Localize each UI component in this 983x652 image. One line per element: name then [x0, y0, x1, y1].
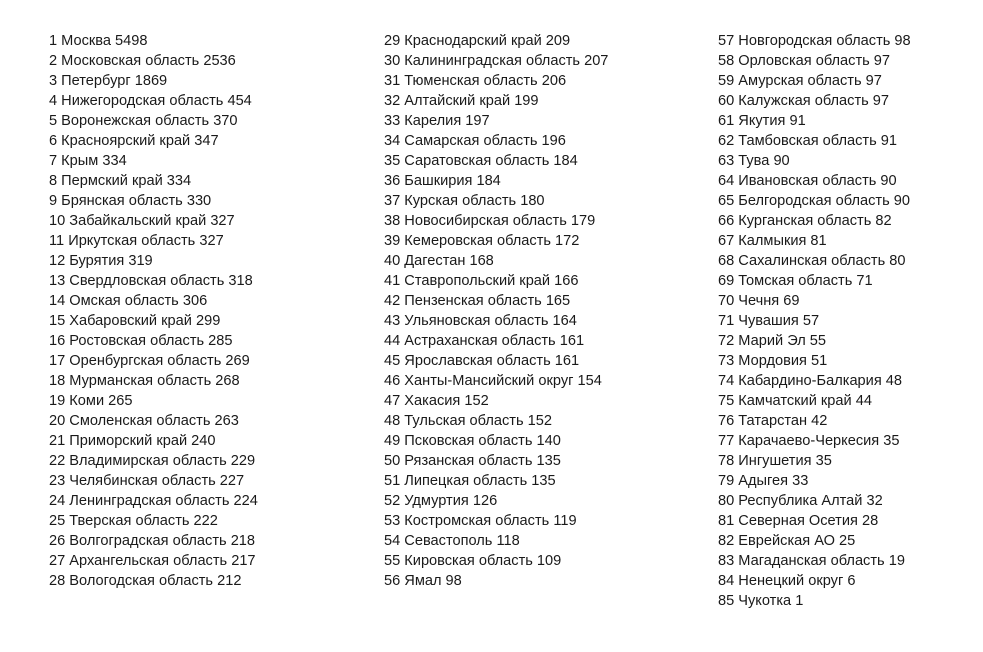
list-item: 48 Тульская область 152 [384, 413, 552, 429]
list-item: 29 Краснодарский край 209 [384, 33, 571, 49]
list-item: 33 Карелия 197 [384, 113, 490, 129]
list-item: 55 Кировская область 109 [384, 553, 562, 569]
list-item: 7 Крым 334 [49, 153, 127, 169]
list-item: 27 Архангельская область 217 [49, 553, 256, 569]
list-item: 37 Курская область 180 [384, 193, 545, 209]
list-item: 36 Башкирия 184 [384, 173, 501, 189]
list-item: 6 Красноярский край 347 [49, 133, 219, 149]
list-item: 16 Ростовская область 285 [49, 333, 233, 349]
list-item: 46 Ханты-Мансийский округ 154 [384, 373, 602, 389]
list-item: 68 Сахалинская область 80 [718, 253, 906, 269]
list-item: 8 Пермский край 334 [49, 173, 192, 189]
list-item: 52 Удмуртия 126 [384, 493, 498, 509]
list-item: 62 Тамбовская область 91 [718, 133, 897, 149]
list-item: 4 Нижегородская область 454 [49, 93, 252, 109]
list-item: 26 Волгоградская область 218 [49, 533, 256, 549]
region-list-column-3 [718, 31, 911, 611]
list-item: 17 Оренбургская область 269 [49, 353, 250, 369]
list-item: 75 Камчатский край 44 [718, 393, 872, 409]
list-item: 15 Хабаровский край 299 [49, 313, 221, 329]
list-item: 63 Тува 90 [718, 153, 790, 169]
list-item: 18 Мурманская область 268 [49, 373, 240, 389]
list-item: 85 Чукотка 1 [718, 593, 804, 609]
list-item: 13 Свердловская область 318 [49, 273, 253, 289]
list-item: 41 Ставропольский край 166 [384, 273, 579, 289]
list-item: 82 Еврейская АО 25 [718, 533, 856, 549]
list-item: 30 Калининградская область 207 [384, 53, 609, 69]
list-item: 61 Якутия 91 [718, 113, 806, 129]
list-item: 42 Пензенская область 165 [384, 293, 571, 309]
list-item: 72 Марий Эл 55 [718, 333, 827, 349]
list-item: 45 Ярославская область 161 [384, 353, 580, 369]
list-item: 3 Петербург 1869 [49, 73, 168, 89]
list-item: 12 Бурятия 319 [49, 253, 153, 269]
list-item: 34 Самарская область 196 [384, 133, 566, 149]
list-item: 84 Ненецкий округ 6 [718, 573, 856, 589]
list-item: 70 Чечня 69 [718, 293, 800, 309]
list-item: 14 Омская область 306 [49, 293, 208, 309]
list-item: 78 Ингушетия 35 [718, 453, 832, 469]
list-item: 54 Севастополь 118 [384, 533, 520, 549]
list-item: 10 Забайкальский край 327 [49, 213, 235, 229]
list-item: 32 Алтайский край 199 [384, 93, 539, 109]
list-item: 47 Хакасия 152 [384, 393, 489, 409]
list-item: 23 Челябинская область 227 [49, 473, 245, 489]
list-item: 20 Смоленская область 263 [49, 413, 239, 429]
list-item: 11 Иркутская область 327 [49, 233, 224, 249]
list-item: 43 Ульяновская область 164 [384, 313, 577, 329]
list-item: 80 Республика Алтай 32 [718, 493, 883, 509]
list-item: 2 Московская область 2536 [49, 53, 236, 69]
list-item: 65 Белгородская область 90 [718, 193, 910, 209]
list-item: 83 Магаданская область 19 [718, 553, 905, 569]
list-item: 22 Владимирская область 229 [49, 453, 256, 469]
list-item: 79 Адыгея 33 [718, 473, 809, 489]
list-item: 25 Тверская область 222 [49, 513, 218, 529]
list-item: 76 Татарстан 42 [718, 413, 828, 429]
list-item: 73 Мордовия 51 [718, 353, 828, 369]
list-item: 28 Вологодская область 212 [49, 573, 242, 589]
list-item: 35 Саратовская область 184 [384, 153, 578, 169]
list-item: 5 Воронежская область 370 [49, 113, 238, 129]
list-item: 64 Ивановская область 90 [718, 173, 897, 189]
list-item: 39 Кемеровская область 172 [384, 233, 580, 249]
list-item: 58 Орловская область 97 [718, 53, 891, 69]
list-item: 60 Калужская область 97 [718, 93, 890, 109]
list-item: 31 Тюменская область 206 [384, 73, 567, 89]
list-item: 38 Новосибирская область 179 [384, 213, 596, 229]
list-item: 56 Ямал 98 [384, 573, 462, 589]
list-item: 50 Рязанская область 135 [384, 453, 561, 469]
list-item: 9 Брянская область 330 [49, 193, 212, 209]
list-item: 1 Москва 5498 [49, 33, 148, 49]
list-item: 44 Астраханская область 161 [384, 333, 585, 349]
list-item: 77 Карачаево-Черкесия 35 [718, 433, 900, 449]
list-item: 67 Калмыкия 81 [718, 233, 827, 249]
list-item: 53 Костромская область 119 [384, 513, 577, 529]
list-item: 57 Новгородская область 98 [718, 33, 911, 49]
list-item: 81 Северная Осетия 28 [718, 513, 879, 529]
list-item: 21 Приморский край 240 [49, 433, 216, 449]
list-item: 19 Коми 265 [49, 393, 133, 409]
list-item: 71 Чувашия 57 [718, 313, 820, 329]
list-item: 40 Дагестан 168 [384, 253, 494, 269]
list-item: 49 Псковская область 140 [384, 433, 561, 449]
list-item: 51 Липецкая область 135 [384, 473, 556, 489]
list-item: 59 Амурская область 97 [718, 73, 882, 89]
region-list-column-1 [49, 31, 258, 591]
list-item: 69 Томская область 71 [718, 273, 873, 289]
list-item: 66 Курганская область 82 [718, 213, 892, 229]
list-item: 24 Ленинградская область 224 [49, 493, 258, 509]
region-list-column-2 [384, 31, 608, 591]
list-item: 74 Кабардино-Балкария 48 [718, 373, 903, 389]
